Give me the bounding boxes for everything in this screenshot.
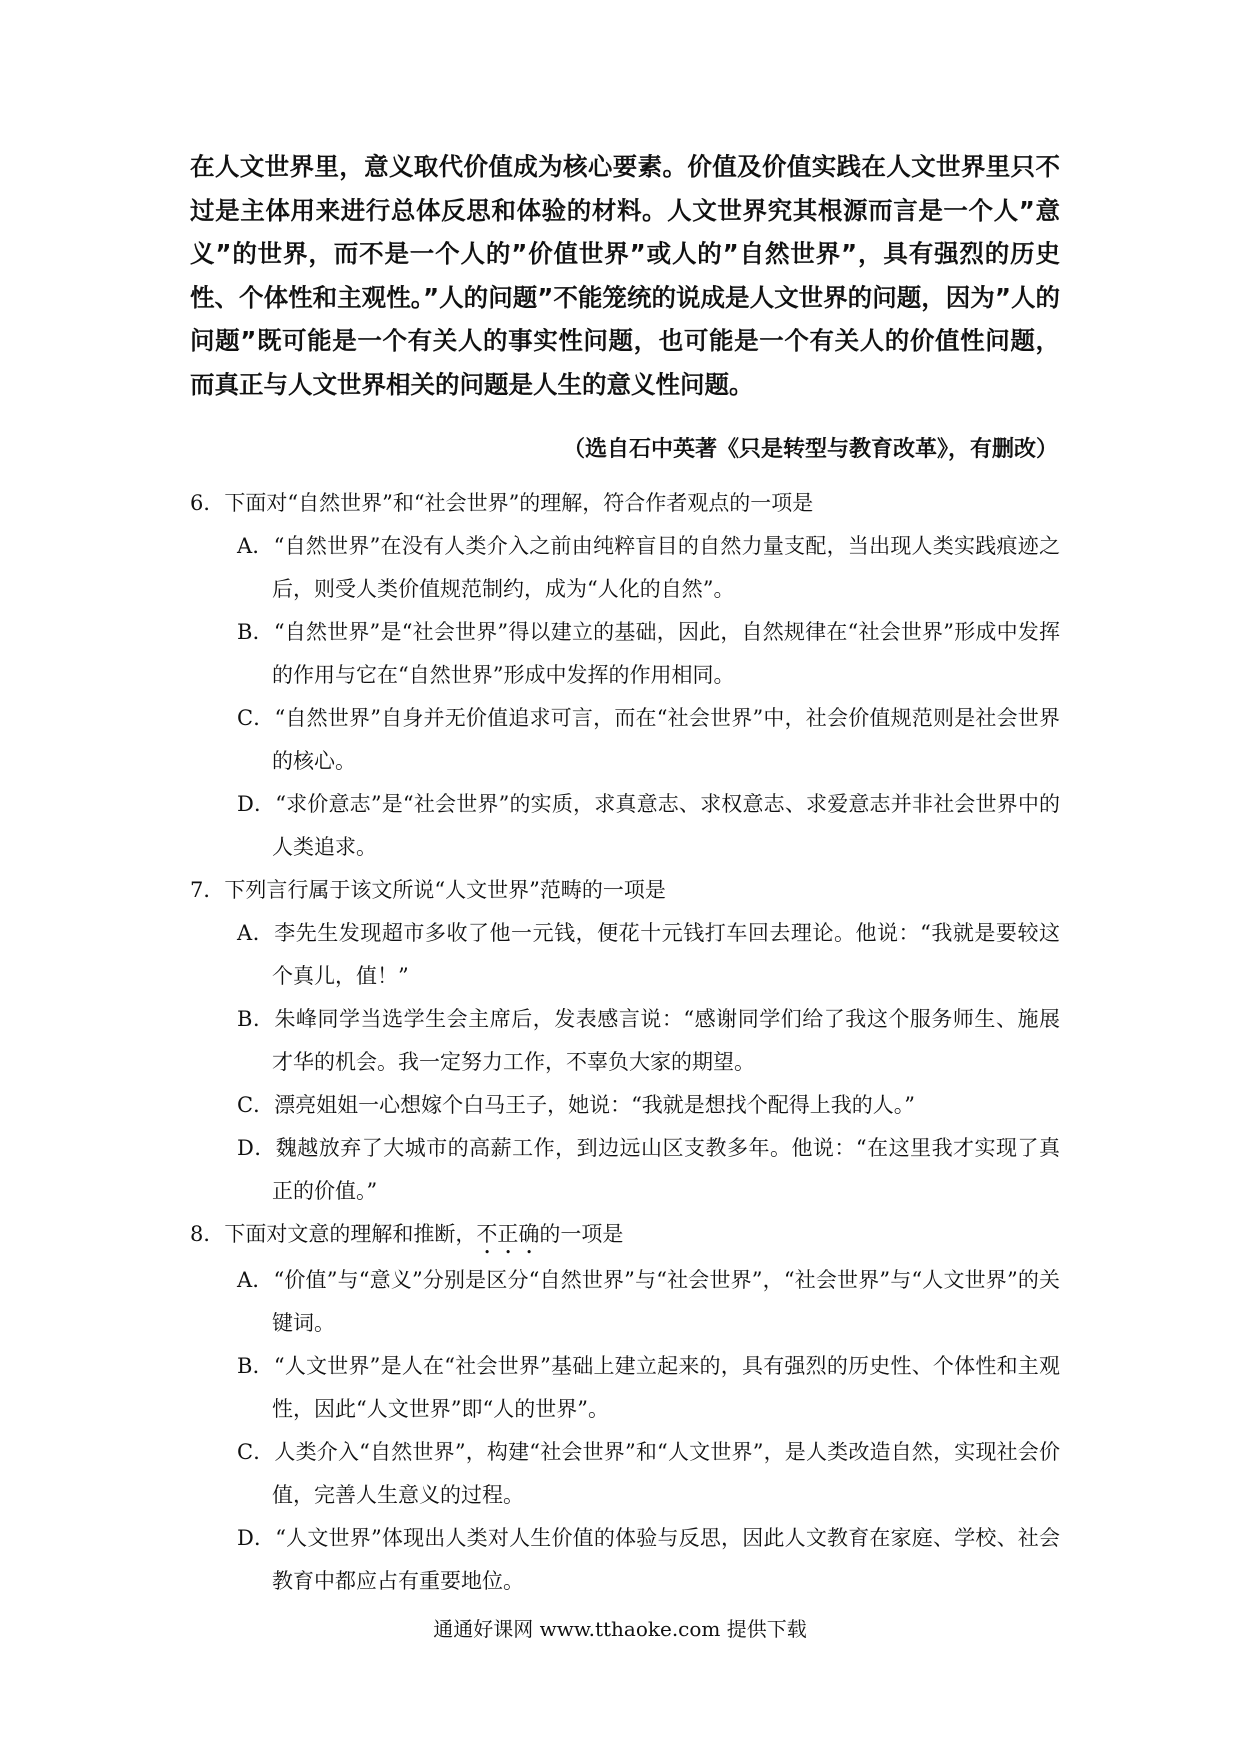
option-b: B．“自然世界”是“社会世界”得以建立的基础，因此，自然规律在“社会世界”形成中发挥的作用与它在“自然世界”形成中发挥的作用相同。 (237, 620, 1060, 687)
question-list (190, 482, 1060, 1603)
page-footer: 通通好课网 www.tthaoke.com 提供下载 (433, 1617, 807, 1641)
source-citation: （选自石中英著《只是转型与教育改革》，有删改） (562, 437, 1058, 462)
option-c: C．人类介入“自然世界”，构建“社会世界”和“人文世界”，是人类改造自然，实现社会价值，完善人生意义的过程。 (237, 1440, 1060, 1507)
option-b: B．朱峰同学当选学生会主席后，发表感言说：“感谢同学们给了我这个服务师生、施展才华的机会。我一定努力工作，不辜负大家的期望。 (237, 1007, 1060, 1074)
option-c: C．“自然世界”自身并无价值追求可言，而在“社会世界”中，社会价值规范则是社会世界的核心。 (237, 706, 1060, 773)
question-stem (190, 1213, 1060, 1259)
question-stem: 6．下面对“自然世界”和“社会世界”的理解，符合作者观点的一项是 (190, 491, 814, 515)
option-a: A．李先生发现超市多收了他一元钱，便花十元钱打车回去理论。他说：“我就是要较这个真儿，值！” (237, 921, 1060, 988)
passage-paragraph: 在人文世界里，意义取代价值成为核心要素。价值及价值实践在人文世界里只不过是主体用来进行总体反思和体验的材料。人文世界究其根源而言是一个人”意义”的世界，而不是一个人的”价值世界”或人的”自然世界”，具有强烈的历史性、个体性和主观性。”人的问题”不能笼统的说成是人文世界的问题，因为”人的问题”既可能是一个有关人的事实性问题，也可能是一个有关人的价值性问题，而真正与人文世界相关的问题是人生的意义性问题。 (190, 152, 1060, 399)
option-a: A．“价值”与“意义”分别是区分“自然世界”与“社会世界”，“社会世界”与“人文世界”的关键词。 (237, 1268, 1060, 1335)
option-d: D．魏越放弃了大城市的高薪工作，到边远山区支教多年。他说：“在这里我才实现了真正的价值。” (237, 1136, 1060, 1203)
option-b: B．“人文世界”是人在“社会世界”基础上建立起来的，具有强烈的历史性、个体性和主观性，因此“人文世界”即“人的世界”。 (237, 1354, 1060, 1421)
stem-after: 的一项是 (539, 1222, 624, 1246)
option-d: D．“求价意志”是“社会世界”的实质，求真意志、求权意志、求爱意志并非社会世界中的人类追求。 (237, 792, 1060, 859)
question-7 (190, 869, 1060, 1213)
option-d: D．“人文世界”体现出人类对人生价值的体验与反思，因此人文教育在家庭、学校、社会教育中都应占有重要地位。 (237, 1526, 1060, 1593)
option-c: C．漂亮姐姐一心想嫁个白马王子，她说：“我就是想找个配得上我的人。” (237, 1093, 916, 1117)
option-a: A．“自然世界”在没有人类介入之前由纯粹盲目的自然力量支配，当出现人类实践痕迹之后，则受人类价值规范制约，成为“人化的自然”。 (237, 534, 1060, 601)
emphasized-text: 不正确 (476, 1222, 540, 1246)
question-6 (190, 482, 1060, 869)
stem-before: 8．下面对文意的理解和推断， (190, 1222, 477, 1246)
question-stem: 7．下列言行属于该文所说“人文世界”范畴的一项是 (190, 878, 666, 902)
question-8 (190, 1213, 1060, 1603)
